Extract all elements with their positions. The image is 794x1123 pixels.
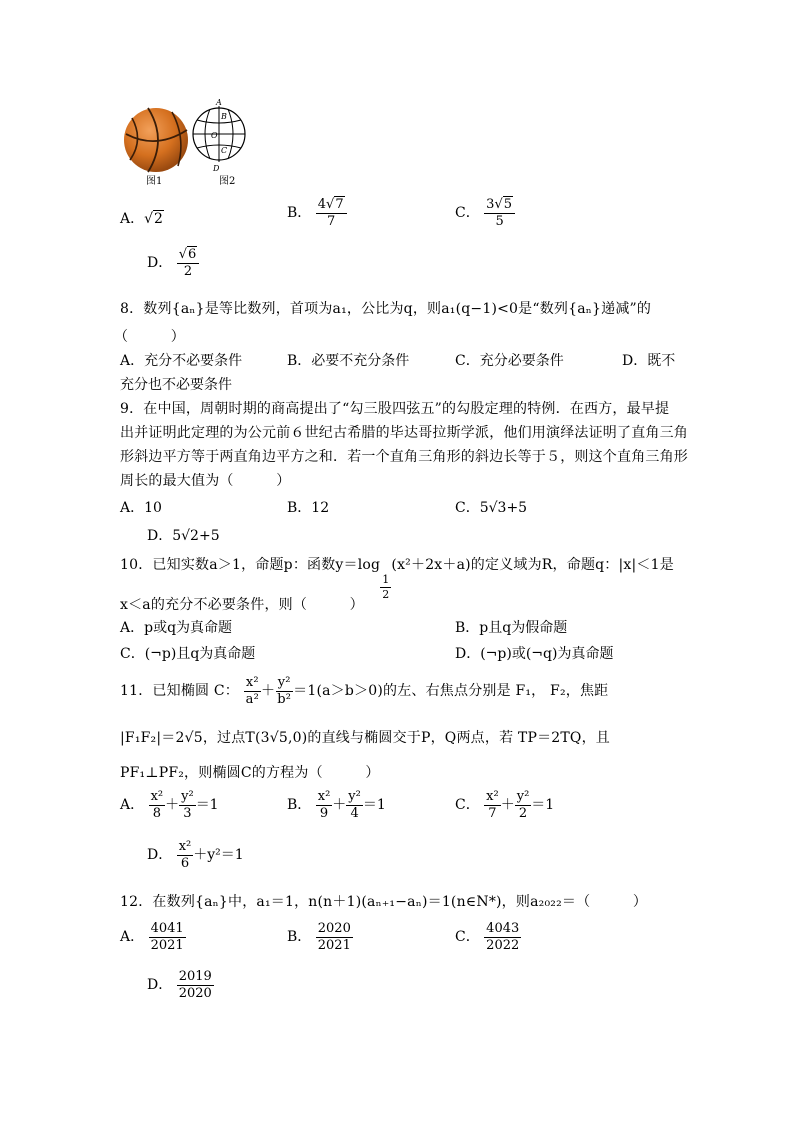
q7-option-b: B． $\frac{4√7}{7}$ <box>287 198 347 228</box>
q8-option-d: D．既不 <box>622 353 676 369</box>
q11-option-a: A． $\frac{\text{x²}}{8}$ ＋ $\frac{\text{y²}}{3}$ ＝1 <box>120 789 219 821</box>
q12-option-c: C． $\frac{4043}{2022}$ <box>455 921 520 953</box>
q10-stem-line1: 10．已知实数a＞1，命题p：函数y＝log $\frac{1}{2}$ (x²＋2x＋a)的定义域为R，命题q：|x|＜1是 <box>120 557 674 601</box>
svg-text:C: C <box>221 146 228 155</box>
q12-option-d: D． $\frac{2019}{2020}$ <box>147 969 212 1001</box>
q8-option-c: C．充分必要条件 <box>455 353 564 369</box>
svg-text:A: A <box>216 98 222 107</box>
q9-option-b: B．12 <box>287 500 330 516</box>
figure-1-caption: 图1 <box>146 176 163 187</box>
ball-diagram-figure <box>188 96 250 174</box>
q11-stem-line2: |F₁F₂|＝2√5，过点T(3√5,0)的直线与椭圆交于P，Q两点，若 TP＝2TQ，且 <box>120 730 611 746</box>
q11-stem-line3: PF₁⊥PF₂，则椭圆C的方程为（ ） <box>120 765 380 781</box>
q12-option-b: B． $\frac{2020}{2021}$ <box>287 921 351 953</box>
q7-option-d: D． $\frac{√6}{2}$ <box>147 248 199 278</box>
q7-option-a: A．√2 <box>120 211 163 227</box>
figure-2-caption: 图2 <box>219 176 236 187</box>
q11-option-d: D． $\frac{\text{x²}}{6}$ ＋y²＝1 <box>147 839 244 871</box>
q9-stem-line1: 9．在中国，周朝时期的商高提出了“勾三股四弦五”的勾股定理的特例．在西方，最早提 <box>120 401 670 417</box>
q8-stem-line1: 8．数列{aₙ}是等比数列，首项为a₁，公比为q，则a₁(q−1)<0是“数列{aₙ}递减”的 <box>120 301 652 317</box>
q8-option-b: B．必要不充分条件 <box>287 353 410 369</box>
q10-option-d: D．(¬p)或(¬q)为真命题 <box>455 646 614 662</box>
q11-option-b: B． $\frac{\text{x²}}{9}$ ＋ $\frac{\text{y²}}{4}$ ＝1 <box>287 789 386 821</box>
q11-stem-line1: 11．已知椭圆 C： $\frac{\text{x²}}{\text{a²}}$ ＋ $\frac{\text{y²}}{\text{b²}}$ ＝1(a＞b＞0)的左、右焦点分别是 F₁， F₂，焦距 <box>120 675 609 707</box>
q9-stem-line2: 出并证明此定理的为公元前６世纪古希腊的毕达哥拉斯学派，他们用演绎法证明了直角三角 <box>120 425 688 441</box>
q11-option-c: C． $\frac{\text{x²}}{7}$ ＋ $\frac{\text{y²}}{2}$ ＝1 <box>455 789 555 821</box>
q10-option-b: B．p且q为假命题 <box>455 620 568 636</box>
q8-stem-line2: （ ） <box>114 329 185 345</box>
q8-option-a: A．充分不必要条件 <box>120 353 243 369</box>
q9-stem-line3: 形斜边平方等于两直角边平方之和．若一个直角三角形的斜边长等于５，则这个直角三角形 <box>120 449 688 465</box>
q10-stem-line2: x＜a的充分不必要条件，则（ ） <box>120 597 364 613</box>
q9-option-c: C．5√3+5 <box>455 500 528 516</box>
q12-option-a: A． $\frac{4041}{2021}$ <box>120 921 184 953</box>
svg-text:B: B <box>221 112 227 121</box>
q9-option-d: D．5√2+5 <box>147 528 220 544</box>
q10-option-c: C．(¬p)且q为真命题 <box>120 646 256 662</box>
q9-stem-line4: 周长的最大值为（ ） <box>120 473 291 489</box>
svg-text:O: O <box>211 131 218 140</box>
q8-option-d-cont: 充分也不必要条件 <box>120 377 232 393</box>
q12-stem: 12．在数列{aₙ}中，a₁＝1，n(n＋1)(aₙ₊₁−aₙ)＝1(n∈N*)，则a₂₀₂₂＝（ ） <box>120 894 648 910</box>
q9-option-a: A．10 <box>120 500 162 516</box>
q10-option-a: A．p或q为真命题 <box>120 620 233 636</box>
svg-text:D: D <box>213 164 220 173</box>
q7-option-c: C． $\frac{3√5}{5}$ <box>455 198 515 228</box>
